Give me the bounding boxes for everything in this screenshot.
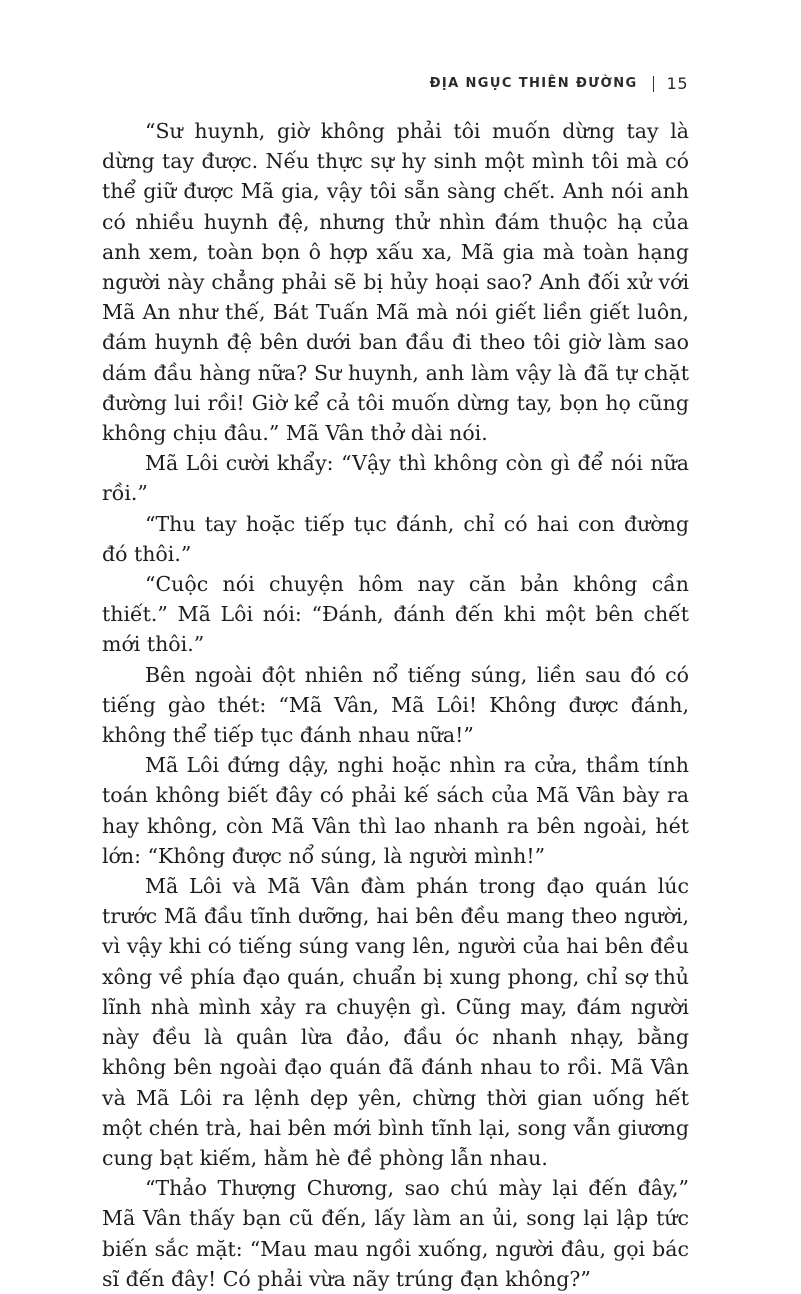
paragraph: Mã Lôi cười khẩy: “Vậy thì không còn gì để nói nữa rồi.” (102, 451, 689, 506)
page-header (430, 74, 688, 93)
paragraph: “Thảo Thượng Chương, sao chú mày lại đến đây,” Mã Vân thấy bạn cũ đến, lấy làm an ủi, song lại lập tức biến sắc mặt: “Mau mau ngồi xuống, người đâu, gọi bác sĩ đến đây! Có phải vừa nãy trúng đạn không?” (102, 1176, 689, 1291)
paragraph: Mã Lôi và Mã Vân đàm phán trong đạo quán lúc trước Mã đầu tĩnh dưỡng, hai bên đều mang theo người, vì vậy khi có tiếng súng vang lên, người của hai bên đều xông về phía đạo quán, chuẩn bị xung phong, chỉ sợ thủ lĩnh nhà mình xảy ra chuyện gì. Cũng may, đám người này đều là quân lừa đảo, đầu óc nhanh nhạy, bằng không bên ngoài đạo quán đã đánh nhau to rồi. Mã Vân và Mã Lôi ra lệnh dẹp yên, chừng thời gian uống hết một chén trà, hai bên mới bình tĩnh lại, song vẫn giương cung bạt kiếm, hằm hè đề phòng lẫn nhau. (102, 874, 689, 1170)
body-text (102, 116, 689, 1294)
header-divider (653, 76, 654, 92)
paragraph: Mã Lôi đứng dậy, nghi hoặc nhìn ra cửa, thầm tính toán không biết đây có phải kế sách của Mã Vân bày ra hay không, còn Mã Vân thì lao nhanh ra bên ngoài, hét lớn: “Không được nổ súng, là người mình!” (102, 753, 689, 868)
paragraph: “Sư huynh, giờ không phải tôi muốn dừng tay là dừng tay được. Nếu thực sự hy sinh một mình tôi mà có thể giữ được Mã gia, vậy tôi sẵn sàng chết. Anh nói anh có nhiều huynh đệ, nhưng thử nhìn đám thuộc hạ của anh xem, toàn bọn ô hợp xấu xa, Mã gia mà toàn hạng người này chẳng phải sẽ bị hủy hoại sao? Anh đối xử với Mã An như thế, Bát Tuấn Mã mà nói giết liền giết luôn, đám huynh đệ bên dưới ban đầu đi theo tôi giờ làm sao dám đầu hàng nữa? Sư huynh, anh làm vậy là đã tự chặt đường lui rồi! Giờ kể cả tôi muốn dừng tay, bọn họ cũng không chịu đâu.” Mã Vân thở dài nói. (102, 119, 689, 446)
paragraph: “Thu tay hoặc tiếp tục đánh, chỉ có hai con đường đó thôi.” (102, 511, 689, 566)
page-number: 15 (666, 74, 688, 93)
running-title: ĐỊA NGỤC THIÊN ĐƯỜNG (429, 76, 638, 91)
paragraph: “Cuộc nói chuyện hôm nay căn bản không cần thiết.” Mã Lôi nói: “Đánh, đánh đến khi một bên chết mới thôi.” (102, 572, 689, 657)
paragraph: Bên ngoài đột nhiên nổ tiếng súng, liền sau đó có tiếng gào thét: “Mã Vân, Mã Lôi! Không được đánh, không thể tiếp tục đánh nhau nữa!” (102, 662, 689, 748)
